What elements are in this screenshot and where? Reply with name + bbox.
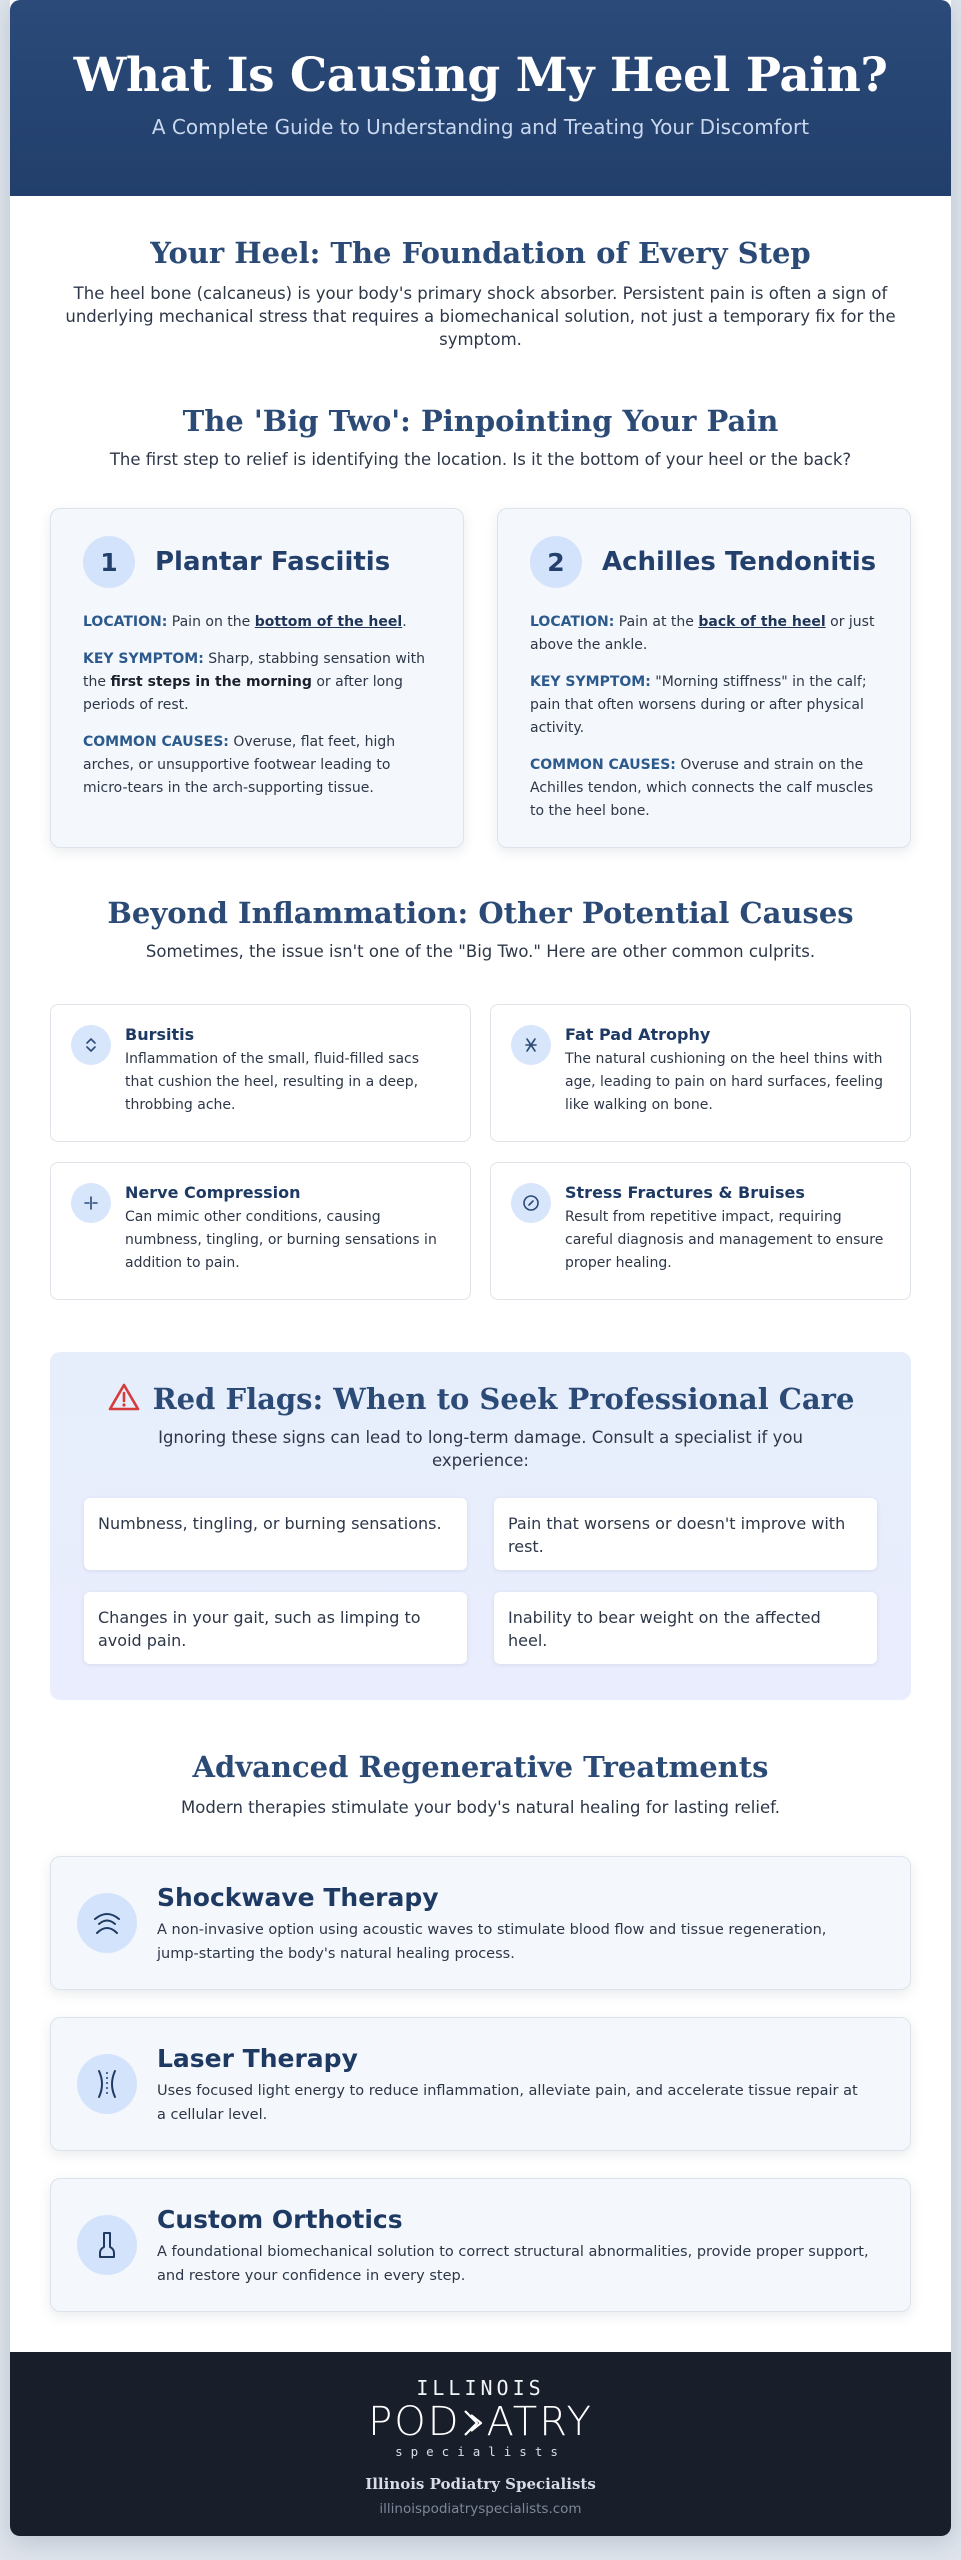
cause-title: Bursitis xyxy=(125,1025,195,1044)
treatment-card-shockwave xyxy=(50,1856,911,1990)
red-flag-item: Numbness, tingling, or burning sensations. xyxy=(84,1498,467,1570)
shockwave-icon xyxy=(77,1893,137,1953)
location-end: or just above the ankle. xyxy=(530,614,875,653)
treatment-title: Custom Orthotics xyxy=(157,2205,403,2234)
treatment-title: Shockwave Therapy xyxy=(157,1883,439,1912)
card-title: Achilles Tendonitis xyxy=(602,547,877,577)
card-location xyxy=(83,611,431,634)
page xyxy=(10,0,951,2536)
fat-pad-icon xyxy=(511,1025,551,1065)
causes-label: COMMON CAUSES: xyxy=(83,734,229,750)
causes-text: Overuse and strain on the Achilles tendon, which connects the calf muscles to the heel bone. xyxy=(530,757,874,819)
laser-icon xyxy=(77,2054,137,2114)
causes-text: Overuse, flat feet, high arches, or unsupportive footwear leading to micro-tears in the arch-supporting tissue. xyxy=(83,734,396,796)
other-causes-title: Beyond Inflammation: Other Potential Causes xyxy=(107,896,854,930)
card-plantar-fasciitis xyxy=(50,508,464,848)
symptom-emphasis: first steps in the morning xyxy=(110,674,312,690)
logo-main-text xyxy=(10,2400,951,2444)
treatment-card-laser xyxy=(50,2017,911,2151)
other-causes-subtitle: Sometimes, the issue isn't one of the "Big Two." Here are other common culprits. xyxy=(145,942,816,961)
location-text: Pain at the xyxy=(618,614,699,630)
hero-header xyxy=(10,0,951,196)
red-flag-item: Inability to bear weight on the affected heel. xyxy=(494,1592,877,1664)
card-location xyxy=(530,611,878,657)
red-flags-title: Red Flags: When to Seek Professional Care xyxy=(152,1382,855,1416)
location-emphasis: back of the heel xyxy=(698,614,826,630)
cause-text: Inflammation of the small, fluid-filled sacs that cushion the heel, resulting in a deep, throbbing ache. xyxy=(125,1051,420,1113)
card-number-badge: 1 xyxy=(83,536,135,588)
fracture-icon xyxy=(511,1183,551,1223)
footer-logo xyxy=(10,2352,951,2459)
red-flags-subtitle: Ignoring these signs can lead to long-term damage. Consult a specialist if you experience: xyxy=(158,1428,803,1470)
cause-title: Fat Pad Atrophy xyxy=(565,1025,711,1044)
cause-text: Can mimic other conditions, causing numbness, tingling, or burning sensations in addition to pain. xyxy=(125,1209,437,1271)
intro-section xyxy=(50,236,911,351)
symptom-end: or after long periods of rest. xyxy=(83,674,403,713)
logo-sub-text: specialists xyxy=(395,2444,566,2459)
cause-card-stress-fractures xyxy=(490,1162,911,1300)
treatments-title: Advanced Regenerative Treatments xyxy=(192,1750,769,1784)
big-two-cards xyxy=(50,508,911,848)
location-label: LOCATION: xyxy=(530,614,615,630)
location-text: Pain on the xyxy=(171,614,255,630)
nerve-icon xyxy=(71,1183,111,1223)
treatment-card-orthotics xyxy=(50,2178,911,2312)
logo-main-pre: POD xyxy=(368,2399,461,2445)
other-causes-section xyxy=(50,896,911,963)
big-two-title: The 'Big Two': Pinpointing Your Pain xyxy=(182,404,779,438)
other-causes-grid xyxy=(50,1004,911,1300)
footer-url-link[interactable]: illinoispodiatryspecialists.com xyxy=(379,2501,582,2517)
big-two-subtitle: The first step to relief is identifying the location. Is it the bottom of your heel or the back? xyxy=(109,450,852,469)
orthotics-icon xyxy=(77,2215,137,2275)
cause-text: The natural cushioning on the heel thins with age, leading to pain on hard surfaces, feeling like walking on bone. xyxy=(565,1051,884,1113)
symptom-text: "Morning stiffness" in the calf; pain that often worsens during or after physical activity. xyxy=(530,674,867,736)
cause-card-fat-pad-atrophy xyxy=(490,1004,911,1142)
symptom-label: KEY SYMPTOM: xyxy=(83,651,204,667)
footer xyxy=(10,2352,951,2536)
card-causes xyxy=(530,754,878,823)
treatment-text: Uses focused light energy to reduce inflammation, alleviate pain, and accelerate tissue repair at a cellular level. xyxy=(157,2083,858,2123)
bursa-icon xyxy=(71,1025,111,1065)
card-achilles-tendonitis xyxy=(497,508,911,848)
red-flag-item: Pain that worsens or doesn't improve with rest. xyxy=(494,1498,877,1570)
card-symptom xyxy=(83,648,431,717)
foot-glyph-icon xyxy=(461,2399,487,2445)
treatment-text: A non-invasive option using acoustic waves to stimulate blood flow and tissue regeneration, jump-starting the body's natural healing process. xyxy=(157,1922,827,1962)
treatments-section xyxy=(50,1750,911,1819)
symptom-text: Sharp, stabbing sensation with the xyxy=(83,651,426,690)
cause-title: Stress Fractures & Bruises xyxy=(565,1183,805,1202)
cause-text: Result from repetitive impact, requiring careful diagnosis and management to ensure proper healing. xyxy=(565,1209,884,1271)
footer-company-name: Illinois Podiatry Specialists xyxy=(365,2475,596,2493)
location-label: LOCATION: xyxy=(83,614,168,630)
location-end: . xyxy=(402,614,407,630)
page-title: What Is Causing My Heel Pain? xyxy=(73,48,888,103)
page-subtitle: A Complete Guide to Understanding and Treating Your Discomfort xyxy=(151,115,810,139)
red-flag-item: Changes in your gait, such as limping to avoid pain. xyxy=(84,1592,467,1664)
warning-triangle-icon xyxy=(107,1382,141,1416)
cause-card-nerve-compression xyxy=(50,1162,471,1300)
big-two-section xyxy=(50,404,911,471)
cause-title: Nerve Compression xyxy=(125,1183,301,1202)
treatment-title: Laser Therapy xyxy=(157,2044,358,2073)
card-causes xyxy=(83,731,431,800)
cause-card-bursitis xyxy=(50,1004,471,1142)
treatments-subtitle: Modern therapies stimulate your body's natural healing for lasting relief. xyxy=(181,1798,780,1817)
logo-top-text: ILLINOIS xyxy=(416,2376,545,2400)
card-title: Plantar Fasciitis xyxy=(155,547,391,577)
card-symptom xyxy=(530,671,878,740)
logo-main-post: ATRY xyxy=(486,2399,593,2445)
intro-text: The heel bone (calcaneus) is your body's primary shock absorber. Persistent pain is often a sign of underlying mechanical stress that requires a biomechanical solution, not just a temporary fix for the symptom. xyxy=(65,284,896,349)
causes-label: COMMON CAUSES: xyxy=(530,757,676,773)
intro-title: Your Heel: The Foundation of Every Step xyxy=(150,236,811,270)
symptom-label: KEY SYMPTOM: xyxy=(530,674,651,690)
treatment-text: A foundational biomechanical solution to correct structural abnormalities, provide proper support, and restore your confidence in every step. xyxy=(157,2244,869,2284)
card-number-badge: 2 xyxy=(530,536,582,588)
red-flags-section xyxy=(50,1352,911,1700)
location-emphasis: bottom of the heel xyxy=(254,614,403,630)
